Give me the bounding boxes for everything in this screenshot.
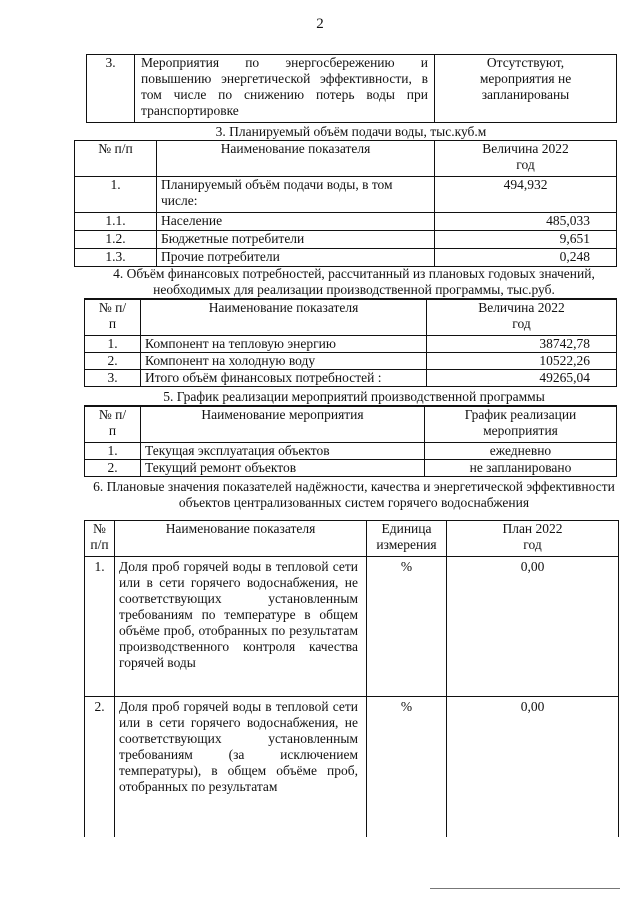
table-row xyxy=(75,213,617,231)
row-name: Текущий ремонт объектов xyxy=(141,459,425,476)
row-name: Компонент на тепловую энергию xyxy=(141,335,427,352)
section4-title: 4. Объём финансовых потребностей, рассчитанный из плановых годовых значений, необходимых для реализации производственной программы, тыс.руб. xyxy=(113,266,595,297)
row-value: 10522,26 xyxy=(427,352,617,369)
section5-title: 5. График реализации мероприятий производственной программы xyxy=(163,389,545,404)
row-number: 1. xyxy=(85,335,141,352)
row-plan: 0,00 xyxy=(447,557,619,697)
row-name: Доля проб горячей воды в тепловой сети или в сети горячего водоснабжения, не соответствующих установленным требованиям по температуре в общем объёме проб, отобранных по результатам производственного контроля качества горячей воды xyxy=(115,557,367,697)
row-number: 1.2. xyxy=(75,231,157,249)
row-number: 1. xyxy=(85,557,115,697)
table-row xyxy=(85,352,617,369)
header-name: Наименование показателя xyxy=(115,521,367,557)
row-number: 1.3. xyxy=(75,249,157,267)
table-header-row xyxy=(85,406,617,442)
section2-table xyxy=(86,54,617,123)
table-row xyxy=(85,442,617,459)
header-num: № п/п xyxy=(85,406,141,442)
table-row xyxy=(75,249,617,267)
row-value: 0,248 xyxy=(435,249,617,267)
header-unit: Единица измерения xyxy=(367,521,447,557)
header-name: Наименование показателя xyxy=(157,141,435,177)
row-name: Итого объём финансовых потребностей : xyxy=(141,369,427,386)
table-row xyxy=(85,369,617,386)
section6-table xyxy=(84,520,619,837)
table-row xyxy=(85,335,617,352)
section5-table xyxy=(84,405,617,477)
row-number: 2. xyxy=(85,697,115,837)
row-value: не запланировано xyxy=(425,459,617,476)
header-name: Наименование мероприятия xyxy=(141,406,425,442)
header-name: Наименование показателя xyxy=(141,299,427,335)
row-value: 494,932 xyxy=(435,177,617,213)
row-value: Отсутствуют, мероприятия не запланированы xyxy=(435,55,617,123)
row-number: 2. xyxy=(85,459,141,476)
table-row xyxy=(87,55,617,123)
row-name: Население xyxy=(157,213,435,231)
row-plan: 0,00 xyxy=(447,697,619,837)
table-row xyxy=(85,557,619,697)
row-name: Прочие потребители xyxy=(157,249,435,267)
section4-table xyxy=(84,298,617,387)
section6-title: 6. Плановые значения показателей надёжности, качества и энергетической эффективности объектов централизованных систем горячего водоснабжения xyxy=(93,479,615,510)
table-header-row xyxy=(85,299,617,335)
row-number: 1. xyxy=(75,177,157,213)
row-number: 3. xyxy=(85,369,141,386)
row-number: 2. xyxy=(85,352,141,369)
scan-edge-line xyxy=(430,888,620,889)
row-unit: % xyxy=(367,697,447,837)
table-row xyxy=(85,697,619,837)
row-value: 9,651 xyxy=(435,231,617,249)
row-value: 38742,78 xyxy=(427,335,617,352)
table-row xyxy=(75,231,617,249)
table-header-row xyxy=(85,521,619,557)
row-name: Доля проб горячей воды в тепловой сети или в сети горячего водоснабжения, не соответствующих установленным требованиям (за исключением температуры), в общем объёме проб, отобранных по результатам xyxy=(115,697,367,837)
header-plan: План 2022 год xyxy=(447,521,619,557)
row-value: 49265,04 xyxy=(427,369,617,386)
header-value: Величина 2022 год xyxy=(427,299,617,335)
row-name: Текущая эксплуатация объектов xyxy=(141,442,425,459)
row-number: 1.1. xyxy=(75,213,157,231)
row-name: Бюджетные потребители xyxy=(157,231,435,249)
row-number: 3. xyxy=(87,55,135,123)
page-number: 2 xyxy=(316,16,324,32)
row-value: 485,033 xyxy=(435,213,617,231)
section3-table xyxy=(74,140,617,267)
row-name: Компонент на холодную воду xyxy=(141,352,427,369)
row-number: 1. xyxy=(85,442,141,459)
table-header-row xyxy=(75,141,617,177)
header-num: № п/п xyxy=(85,299,141,335)
table-row xyxy=(75,177,617,213)
row-unit: % xyxy=(367,557,447,697)
row-value: ежедневно xyxy=(425,442,617,459)
header-value: График реализации мероприятия xyxy=(425,406,617,442)
table-row xyxy=(85,459,617,476)
row-name: Планируемый объём подачи воды, в том числе: xyxy=(157,177,435,213)
header-num: № п/п xyxy=(75,141,157,177)
row-name: Мероприятия по энергосбережению и повышению энергетической эффективности, в том числе по снижению потерь воды при транспортировке xyxy=(135,55,435,123)
section3-title: 3. Планируемый объём подачи воды, тыс.куб.м xyxy=(215,124,487,139)
header-num: № п/п xyxy=(85,521,115,557)
header-value: Величина 2022 год xyxy=(435,141,617,177)
